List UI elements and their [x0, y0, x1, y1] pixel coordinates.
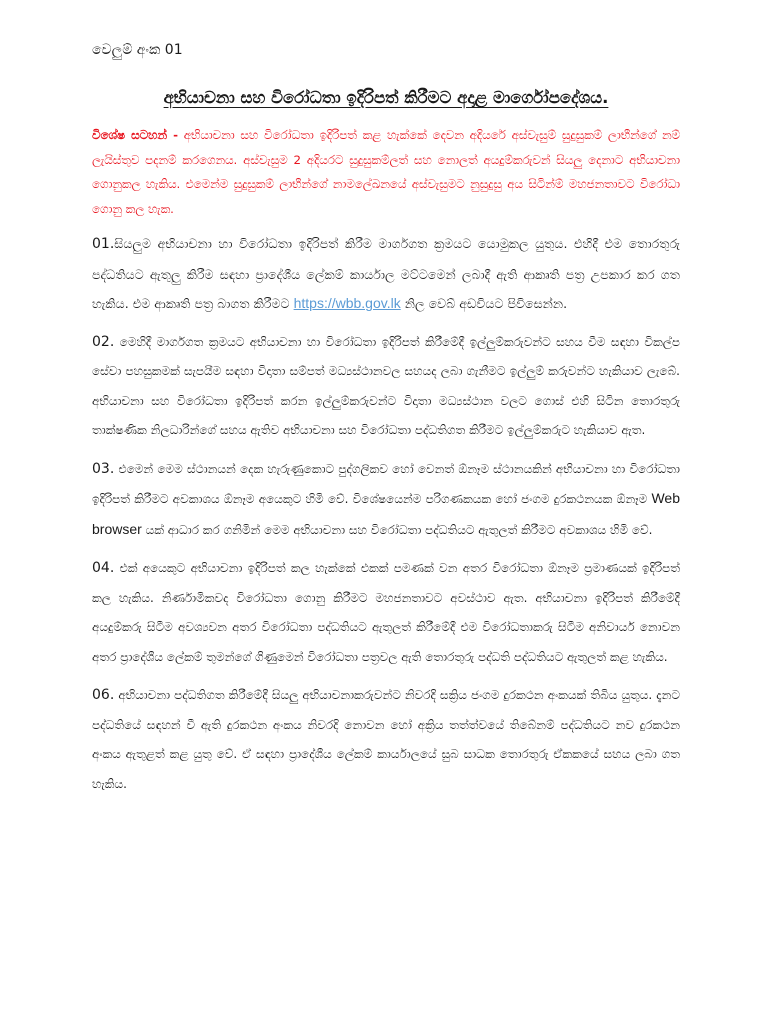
paragraph-number: 01.: [92, 236, 115, 252]
paragraph-02: [92, 328, 680, 446]
paragraph-text: එමෙන් මෙම ස්ථානයන් දෙක හැරුණුකොට පුද්ගලිකව හෝ වෙනත් ඕනෑම ස්ථානයකින් අභියාචනා හා විරෝධතා ඉදිරිපත් කිරීමට අවකාශය ඕනෑම අයෙකුට හිමි වේ. විශේෂයෙන්ම පරිගණකයක හෝ ජංගම දුරකථනයක ඕනෑම: [92, 461, 680, 506]
special-notice: [92, 123, 680, 221]
paragraph-text: එක් අයෙකුට අභියාචනා ඉදිරිපත් කල හැක්කේ එකක් පමණක් වන අතර විරෝධතා ඕනෑම ප්‍රමාණයක් ඉදිරිපත් කල හැකිය. නිර්ණාමිකවද විරෝධතා ගොනු කිරීමට මහජනතාවට අවස්ථාව ඇත. අභියාචනා ඉදිරිපත් කිරීමේදී අයදුම්කරු සිටීම අවශ්‍යවන අතර විරෝධතා පද්ධතියට ඇතුලත් කිරීමේදී එම විරෝධතාකරු සිටීම අනිවාර්ය නොවන අතර ප්‍රාදේශීය ලේකම් තුමන්ගේ ගිණුමෙන් විරෝධතා පත්‍රවල ඇති තොරතුරු පද්ධති පද්ධතියට ඇතුලත් කළ හැකිය.: [92, 561, 680, 664]
paragraph-text: නිල වෙබ් අඩවියට පිවිසෙන්න.: [400, 296, 568, 311]
paragraph-text: මෙහිදී මාර්ගගත ක්‍රමයට අභියාචනා හා විරෝධතා ඉදිරිපත් කිරීමේදී ඉල්ලුම්කරුවන්ට සහය වීම සඳහා විකල්ප සේවා පහසුකමක් සැපයීම සඳහා විදාතා සම්පත් මධ්‍යස්ථානවල සහයද ලබා ගැනීමට ඉල්ලුම් කරුවන්ට හැකියාව ලැබේ. අභියාචනා සහ විරෝධතා ඉදිරිපත් කරන ඉල්ලුම්කරුවන්ට විදාතා මධ්‍යස්ථාන වලට ගොස් එහි සිටින තොරතුරු තාක්ෂණික නිලධාරින්ගේ සහය ඇතිව අභියාචනා සහ විරෝධතා පද්ධතිගත කිරීමට ඉල්ලුම්කරුට හැකියාව ඇත.: [92, 334, 680, 437]
paragraph-03: [92, 455, 680, 546]
paragraph-text: සියලුම අභියාචනා හා විරෝධතා ඉදිරිපත් කිරීම මාර්ගගත ක්‍රමයට යොමුකල යුතුය. එහිදී එම තොරතුරු පද්ධතියට ඇතුලු කිරීම සඳහා ප්‍රාදේශීය ලේකම් කාර්යාල මට්ටමෙන් ලබාදී ඇති ආකෘති පත්‍ර උපකාර කර ගත හැකිය. එම ආකෘති පත්‍ර බාගත කිරීමට: [92, 236, 680, 311]
website-link[interactable]: https://wbb.gov.lk: [293, 295, 401, 311]
paragraph-number: 04.: [92, 560, 115, 576]
notice-label: විශේෂ සටහන් -: [92, 128, 178, 142]
document-title: අභියාචනා සහ විරෝධතා ඉදිරිපත් කිරීමට අදාළ මාර්ගෝපදේශය.: [163, 88, 609, 107]
paragraph-04: [92, 554, 680, 672]
paragraph-number: 06.: [92, 687, 115, 703]
paragraph-06: [92, 681, 680, 799]
paragraph-text: යක් ආධාර කර ගනිමින් මෙම අභියාචනා සහ විරෝධතා පද්ධතියට ඇතුලත් කිරීමට අවකාශය හිමි වේ.: [141, 522, 653, 537]
paragraph-01: [92, 229, 680, 319]
notice-text: අභියාචනා සහ විරෝධතා ඉදිරිපත් කළ හැක්කේ දෙවන අදියරේ අස්වැසුම් සුදුසුකම් ලාභීන්ගේ නම් ලැයිස්තුව පදනම් කරගෙනය. අස්වැසුම 2 අදියරට සුදුසුකම්ලත් සහ නොලත් අයදුම්කරුවන් සියලු දෙනාට අභියාචනා ගොනුකල හැකිය. එමෙන්ම සුදුසුකම් ලාභීන්ගේ නාමලේඛනයේ අස්වැසුමට නුසුදුසු අය සිටින්ම් මහජනතාවට විරෝධා ගොනු කල හැක.: [92, 128, 681, 216]
web-browser-term: Web browser: [92, 490, 680, 537]
issue-number: වෙලුම් අංක 01: [92, 42, 183, 58]
paragraph-number: 03.: [92, 460, 115, 477]
paragraph-text: අභියාචනා පද්ධතිගත කිරීමේදී සියලු අභියාචනාකරුවන්ට නිවරදි සක්‍රිය ජංගම දුරකථන අංකයක් තිබිය යුතුය. දැනට පද්ධතියේ සඳහන් වී ඇති දුරකථන අංකය නිවරදි නොවන හෝ අක්‍රිය තත්ත්වයේ තිබේනම් පද්ධතියට නව දුරකථන අංකය ඇතුළත් කළ යුතු වේ. ඒ සඳහා ප්‍රාදේශීය ලේකම් කාර්යාලයේ සුබ සාධක තොරතුරු ඒකකයේ සහය ලබා ගත හැකිය.: [92, 688, 680, 791]
paragraph-number: 02.: [92, 333, 115, 350]
